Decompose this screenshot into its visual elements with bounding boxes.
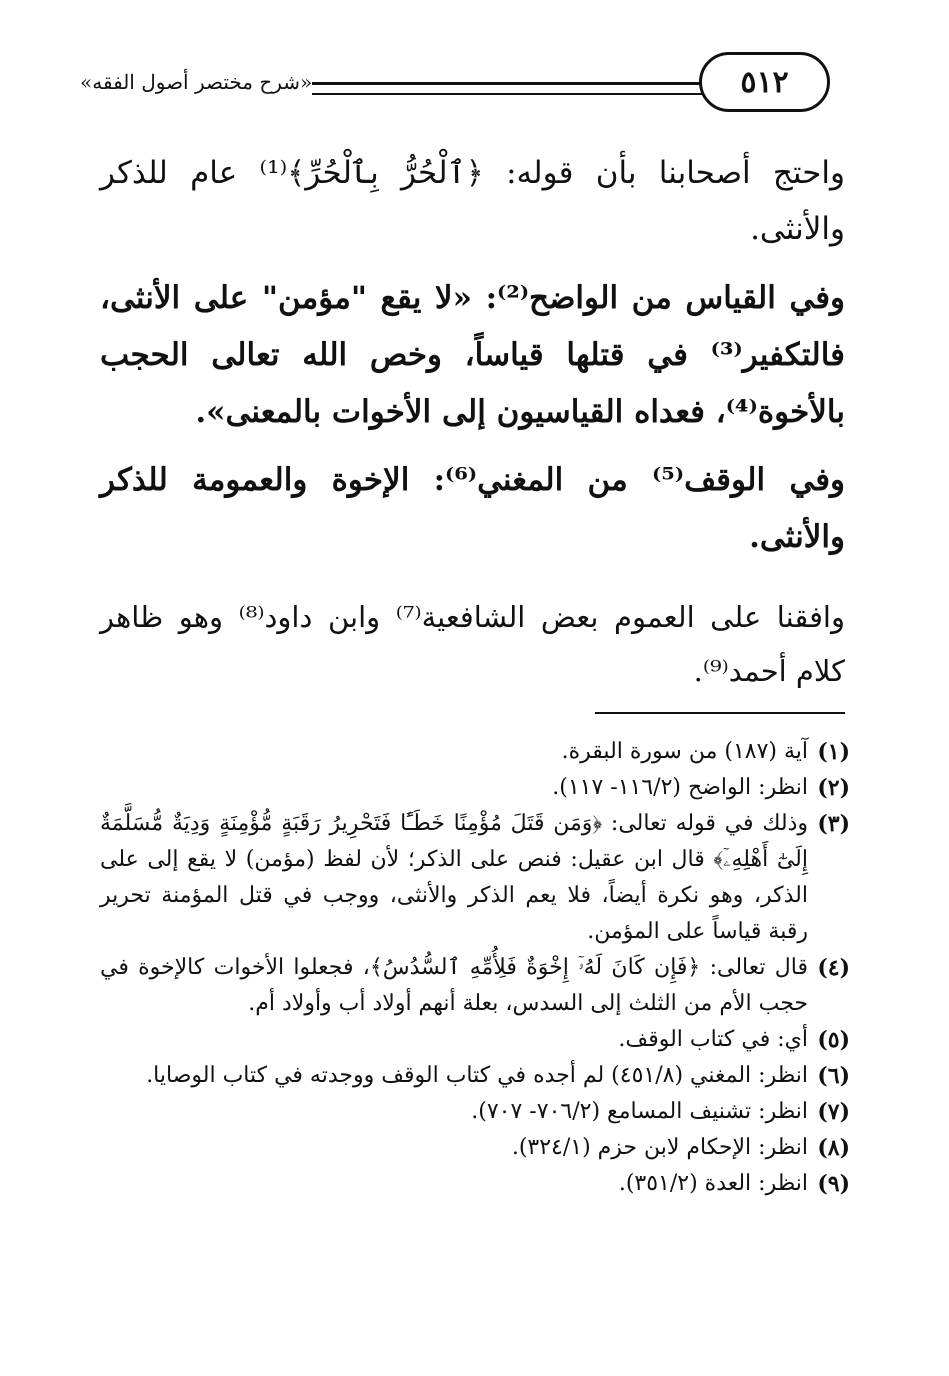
footnote-1 [100,734,850,770]
paragraph-4: وافقنا على العموم بعض الشافعية⁽⁷⁾ وابن داود⁽⁸⁾ وهو ظاهر كلام أحمد⁽⁹⁾. [100,600,845,688]
footnote-number: (٨) [817,1135,850,1161]
page-number-badge [699,52,830,112]
footnote-number: (٩) [817,1171,850,1197]
footnote-number: (٥) [817,1027,850,1053]
footnote-4 [100,950,850,1022]
footnote-number: (١) [817,739,850,765]
footnote-text: انظر: الواضح (١١٦/٢- ١١٧). [552,775,808,800]
footnote-text: أي: في كتاب الوقف. [618,1027,808,1052]
footnote-number: (٦) [817,1063,850,1089]
paragraph-3: وفي الوقف⁽⁵⁾ من المغني⁽⁶⁾: الإخوة والعمومة للذكر والأنثى. [100,462,845,555]
footnotes [100,734,850,1202]
page-header [80,48,870,118]
footnote-number: (٤) [817,955,850,981]
paragraph-2: وفي القياس من الواضح⁽²⁾: «لا يقع "مؤمن" على الأنثى، فالتكفير⁽³⁾ في قتلها قياساً، وخص الله تعالى الحجب بالأخوة⁽⁴⁾، فعداه القياسيون إلى الأخوات بالمعنى». [100,280,846,430]
page-number: ٥١٢ [740,64,789,100]
footnote-6 [100,1058,850,1094]
footnote-text: آية (١٨٧) من سورة البقرة. [561,739,808,764]
footnote-text: انظر: المغني (٤٥١/٨) لم أجده في كتاب الوقف ووجدته في كتاب الوصايا. [146,1063,808,1088]
footnote-text: قال تعالى: ﴿فَإِن كَانَ لَهُۥٓ إِخْوَةٌ فَلِأُمِّهِ ٱلسُّدُسُ﴾، فجعلوا الأخوات كالإخوة في حجب الأم من الثلث إلى السدس، بعلة أنهم أولاد أب وأولاد أم. [100,955,808,1016]
footnote-5 [100,1022,850,1058]
footnote-text: انظر: تشنيف المسامع (٧٠٦/٢- ٧٠٧). [471,1099,808,1124]
footnote-2 [100,770,850,806]
footnote-separator [595,712,845,714]
footnote-number: (٣) [817,811,850,837]
paragraph-1: واحتج أصحابنا بأن قوله: ﴿ٱلْحُرُّ بِٱلْحُرِّ﴾⁽¹⁾ عام للذكر والأنثى. [100,155,845,247]
running-title: «شرح مختصر أصول الفقه» [80,70,313,94]
footnote-9 [100,1166,850,1202]
footnote-text: وذلك في قوله تعالى: ﴿وَمَن قَتَلَ مُؤْمِنًا خَطَـًٔا فَتَحْرِيرُ رَقَبَةٍ مُّؤْمِنَةٍ وَدِيَةٌ مُّسَلَّمَةٌ إِلَىٰٓ أَهْلِهِۦٓ﴾ قال ابن عقيل: فنص على الذكر؛ لأن لفظ (مؤمن) لا يقع إلى على الذكر، وهو نكرة أيضاً، فلا يعم الذكر والأنثى، ووجب في قتل المؤمنة تحرير رقبة قياساً على المؤمن. [100,811,808,944]
footnote-text: انظر: العدة (٣٥١/٢). [618,1171,808,1196]
footnote-number: (٧) [817,1099,850,1125]
header-rule [312,82,710,95]
footnote-number: (٢) [817,775,850,801]
footnote-text: انظر: الإحكام لابن حزم (٣٢٤/١). [511,1135,808,1160]
footnote-8 [100,1130,850,1166]
footnote-3 [100,806,850,950]
footnote-7 [100,1094,850,1130]
